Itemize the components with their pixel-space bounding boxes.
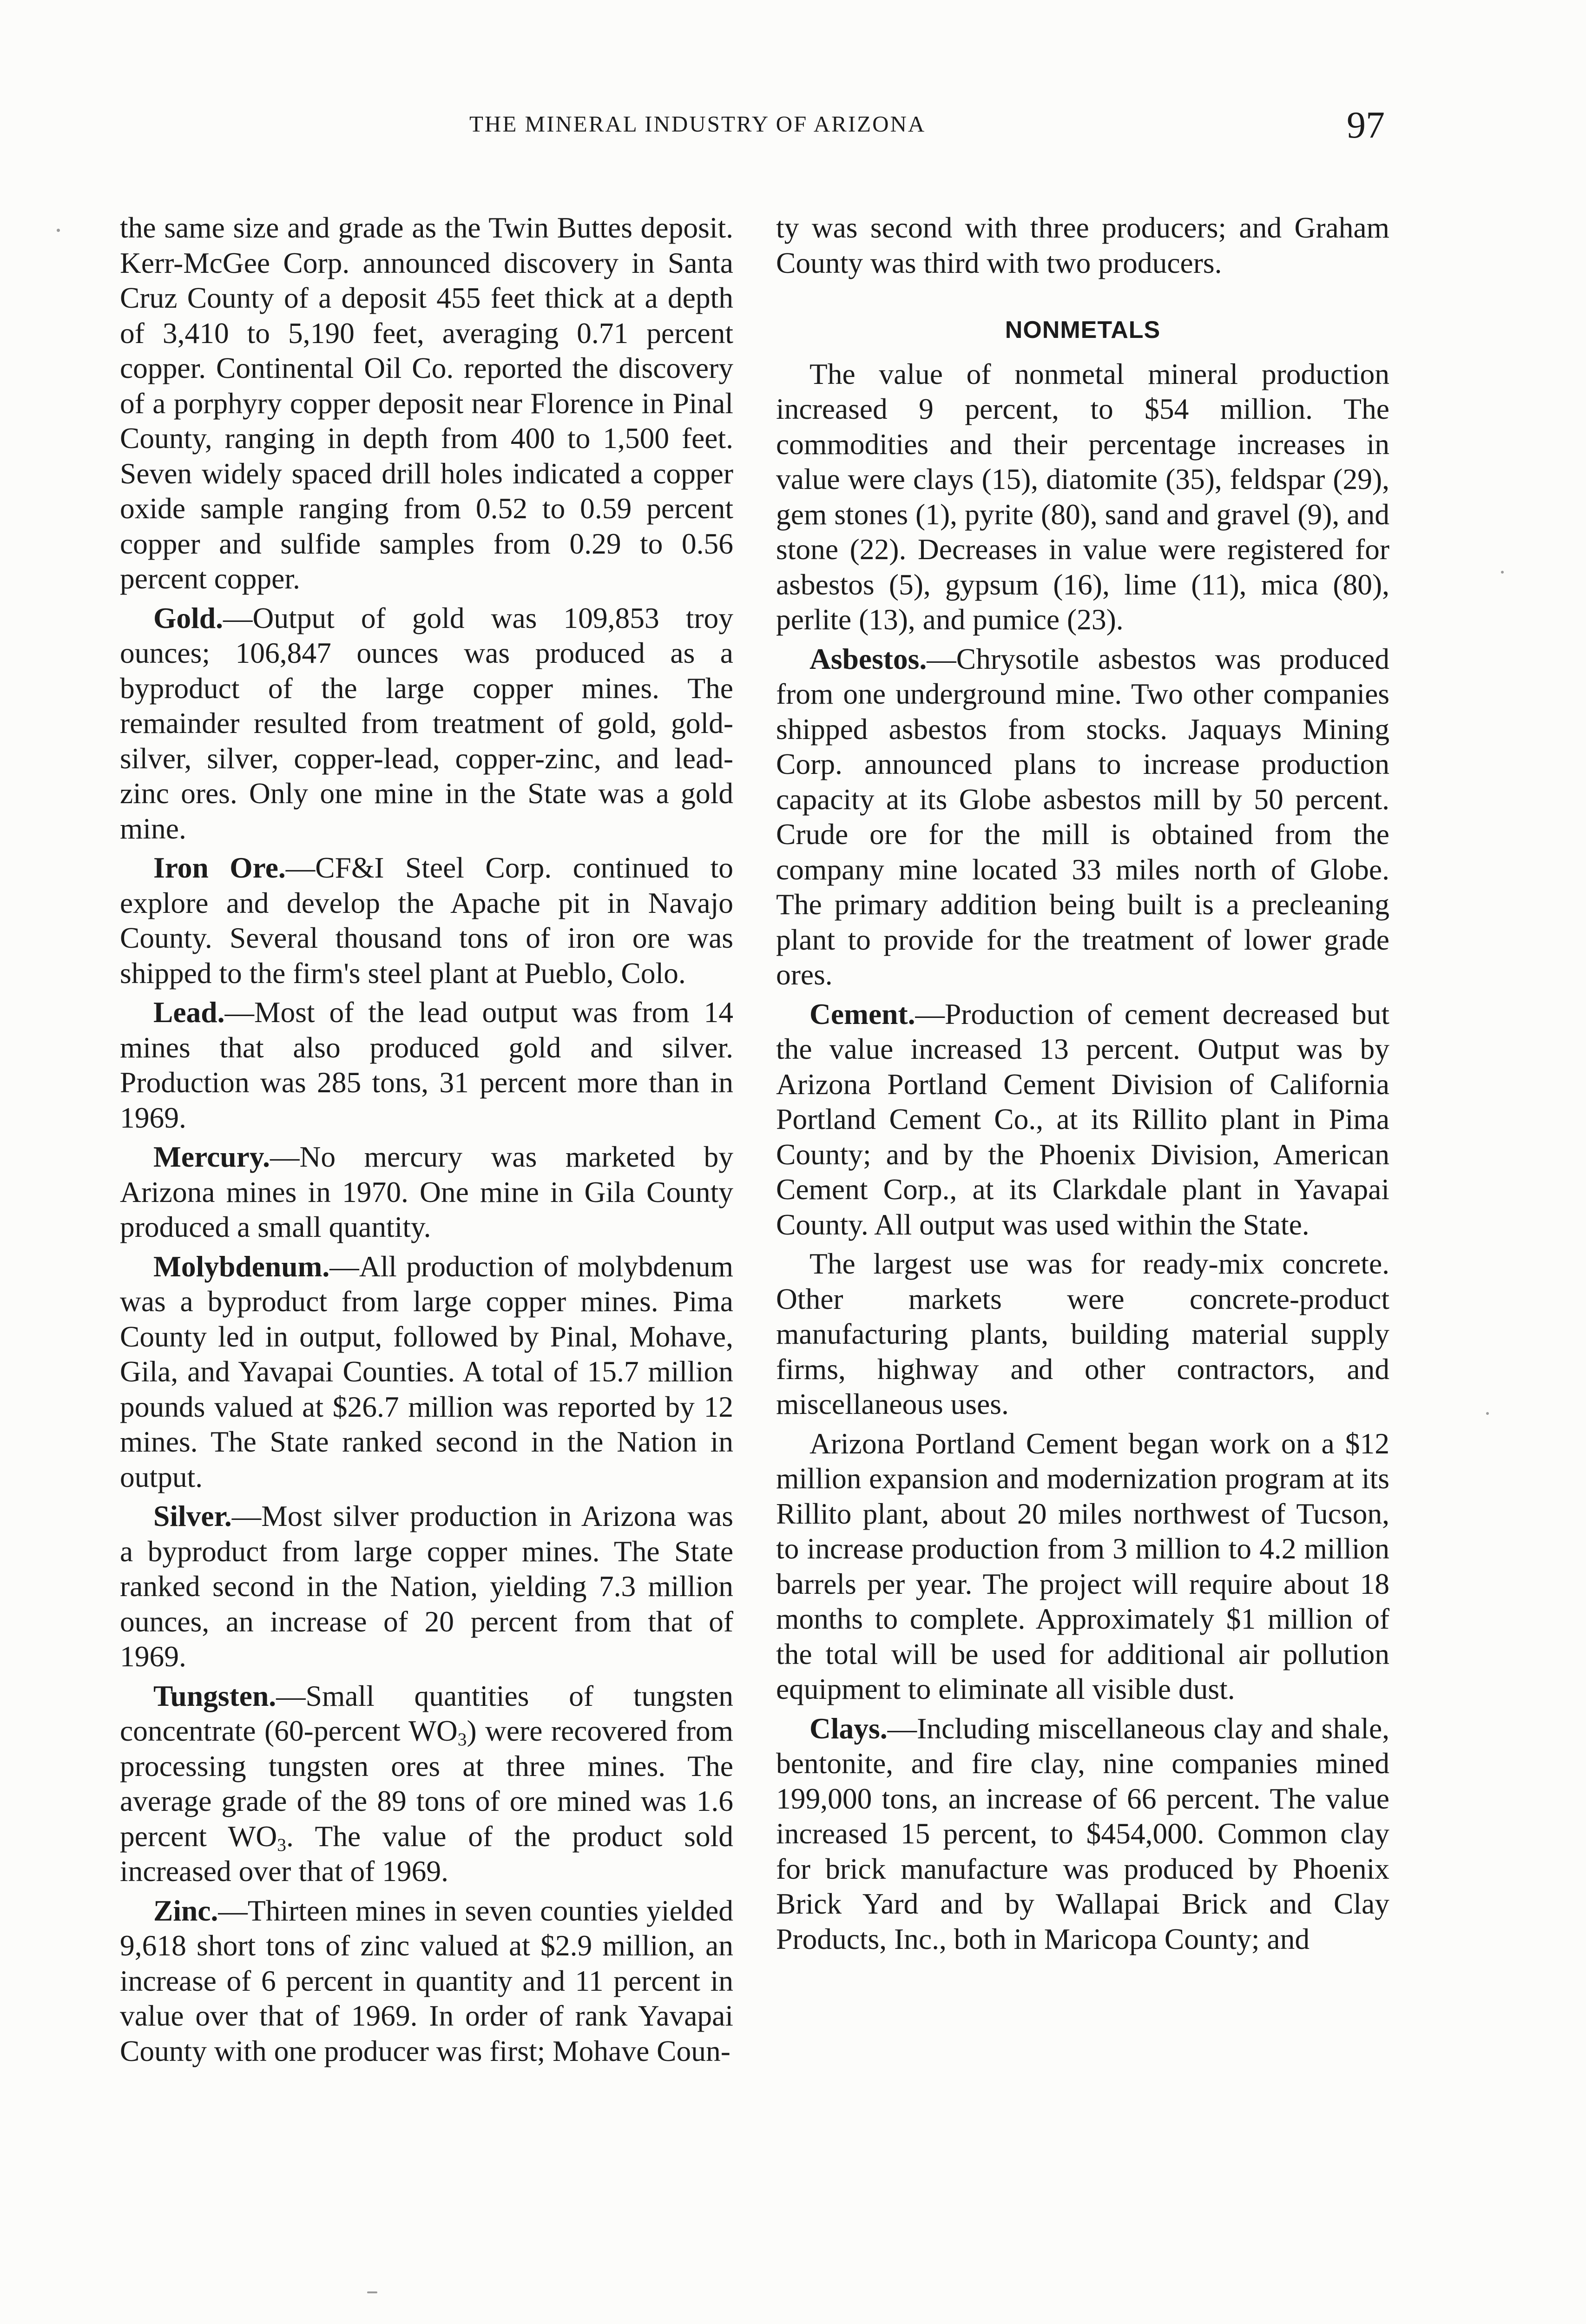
scan-speck <box>1486 1412 1489 1415</box>
paragraph-lead <box>120 995 733 1135</box>
text-silver: —Most silver production in Arizona was a byproduct from large copper mines. The State ranked second in the Nation, yielding 7.3 million ounces, an increase of 20 percent from that of 1969. <box>120 1499 733 1673</box>
lead-mercury: Mercury. <box>153 1140 270 1173</box>
text-mercury: —No mercury was marketed by Arizona mines in 1970. One mine in Gila County produced a small quantity. <box>120 1140 733 1243</box>
text-lead: —Most of the lead output was from 14 mines that also produced gold and silver. Production was 285 tons, 31 percent more than in 1969. <box>120 996 733 1134</box>
subscript-a: 3 <box>457 1729 467 1750</box>
text-molybdenum: —All production of molybdenum was a byproduct from large copper mines. Pima County led in output, followed by Pinal, Mohave, Gila, and Yavapai Counties. A total of 15.7 million pounds valued at $26.7 million was reported by 12 mines. The State ranked second in the Nation in output. <box>120 1249 733 1493</box>
text-cement: —Production of cement decreased but the value increased 13 percent. Output was by Arizona Portland Cement Division of California Portland Cement Co., at its Rillito plant in Pima County; and by the Phoenix Division, American Cement Corp., at its Clarkdale plant in Yavapai County. All output was used within the State. <box>776 997 1389 1241</box>
paragraph-zinc <box>120 1893 733 2069</box>
paragraph-silver <box>120 1499 733 1674</box>
paragraph-cement <box>776 997 1389 1242</box>
lead-gold: Gold. <box>153 601 223 634</box>
section-heading-nonmetals: NONMETALS <box>1005 317 1161 343</box>
paragraph-cement-expansion: Arizona Portland Cement began work on a $12 million expansion and modernization program at its Rillito plant, about 20 miles northwest of Tucson, to increase production from 3 million to 4.2 million barrels per year. The project will require about 18 months to complete. Approximately $1 million of the total will be used for additional air pollution equipment to eliminate all visible dust. <box>776 1426 1389 1705</box>
lead-molybdenum: Molybdenum. <box>153 1249 330 1283</box>
text-gold: —Output of gold was 109,853 troy ounces; 106,847 ounces was produced as a byproduct of the large copper mines. The remainder resulted from treatment of gold, gold-silver, silver, copper-lead, copper-zinc, and lead-zinc ores. Only one mine in the State was a gold mine. <box>120 601 733 845</box>
lead-tungsten: Tungsten. <box>153 1679 276 1712</box>
text-tungsten-a: —Small quantities of tungsten concentrate (60-percent WO <box>120 1679 733 1747</box>
scan-speck <box>367 2291 377 2293</box>
text-tungsten-b: ) were recovered from processing tungsten ores at three mines. The average grade of the 89 tons of ore mined was 1.6 percent WO <box>120 1714 733 1853</box>
lead-cement: Cement. <box>809 997 915 1030</box>
paragraph-nonmetals-intro: The value of nonmetal mineral production increased 9 percent, to $54 million. The commodities and their percentage increases in value were clays (15), diatomite (35), feldspar (29), gem stones (1), pyrite (80), sand and gravel (9), and stone (22). Decreases in value were registered for asbestos (5), gypsum (16), lime (11), mica (80), perlite (13), and pumice (23). <box>776 357 1389 636</box>
paragraph-copper-deposits: the same size and grade as the Twin Buttes deposit. Kerr-McGee Corp. announced discovery in Santa Cruz County of a deposit 455 feet thick at a depth of 3,410 to 5,190 feet, averaging 0.71 percent copper. Continental Oil Co. reported the discovery of a porphyry copper deposit near Florence in Pinal County, ranging in depth from 400 to 1,500 feet. Seven widely spaced drill holes indicated a copper oxide sample ranging from 0.52 to 0.59 percent copper and sulfide samples from 0.29 to 0.56 percent copper. <box>120 211 733 595</box>
paragraph-gold <box>120 601 733 846</box>
lead-asbestos: Asbestos. <box>809 642 927 675</box>
paragraph-asbestos <box>776 641 1389 992</box>
paragraph-cement-use: The largest use was for ready-mix concrete. Other markets were concrete-product manufacturing plants, building material supply firms, highway and other contractors, and miscellaneous uses. <box>776 1247 1389 1420</box>
paragraph-tungsten <box>120 1678 733 1889</box>
left-column <box>120 210 733 2068</box>
scan-speck <box>57 229 60 232</box>
lead-zinc: Zinc. <box>153 1894 218 1927</box>
text-clays: —Including miscellaneous clay and shale, bentonite, and fire clay, nine companies mined 199,000 tons, an increase of 66 percent. The value increased 15 percent, to $454,000. Common clay for brick manufacture was produced by Phoenix Brick Yard and by Wallapai Brick and Clay Products, Inc., both in Maricopa County; and <box>776 1711 1389 1955</box>
paragraph-iron-ore <box>120 850 733 990</box>
lead-iron-ore: Iron Ore. <box>153 851 286 884</box>
text-tungsten-c: . The value of the product sold increased over that of 1969. <box>120 1819 733 1888</box>
text-zinc: —Thirteen mines in seven counties yielded 9,618 short tons of zinc valued at $2.9 million, an increase of 6 percent in quantity and 11 percent in value over that of 1969. In order of rank Yavapai County with one producer was first; Mohave Coun- <box>120 1894 733 2067</box>
paragraph-mercury <box>120 1139 733 1245</box>
lead-clays: Clays. <box>809 1711 888 1745</box>
paragraph-clays <box>776 1711 1389 1957</box>
paragraph-zinc-continued: ty was second with three producers; and Graham County was third with two producers. <box>776 211 1389 279</box>
right-column <box>776 210 1389 1956</box>
subscript-b: 3 <box>277 1834 286 1855</box>
scan-speck <box>1501 571 1504 574</box>
lead-silver: Silver. <box>153 1499 232 1532</box>
text-asbestos: —Chrysotile asbestos was produced from one underground mine. Two other companies shipped asbestos from stocks. Jaquays Mining Corp. announced plans to increase production capacity at its Globe asbestos mill by 50 percent. Crude ore for the mill is obtained from the company mine located 33 miles north of Globe. The primary addition being built is a precleaning plant to provide for the treatment of lower grade ores. <box>776 642 1389 991</box>
running-title: THE MINERAL INDUSTRY OF ARIZONA <box>469 111 926 137</box>
paragraph-molybdenum <box>120 1249 733 1495</box>
page-number: 97 <box>1347 104 1385 146</box>
text-iron-ore: —CF&I Steel Corp. continued to explore and develop the Apache pit in Navajo County. Several thousand tons of iron ore was shipped to the firm's steel plant at Pueblo, Colo. <box>120 851 733 990</box>
lead-lead: Lead. <box>153 996 225 1029</box>
